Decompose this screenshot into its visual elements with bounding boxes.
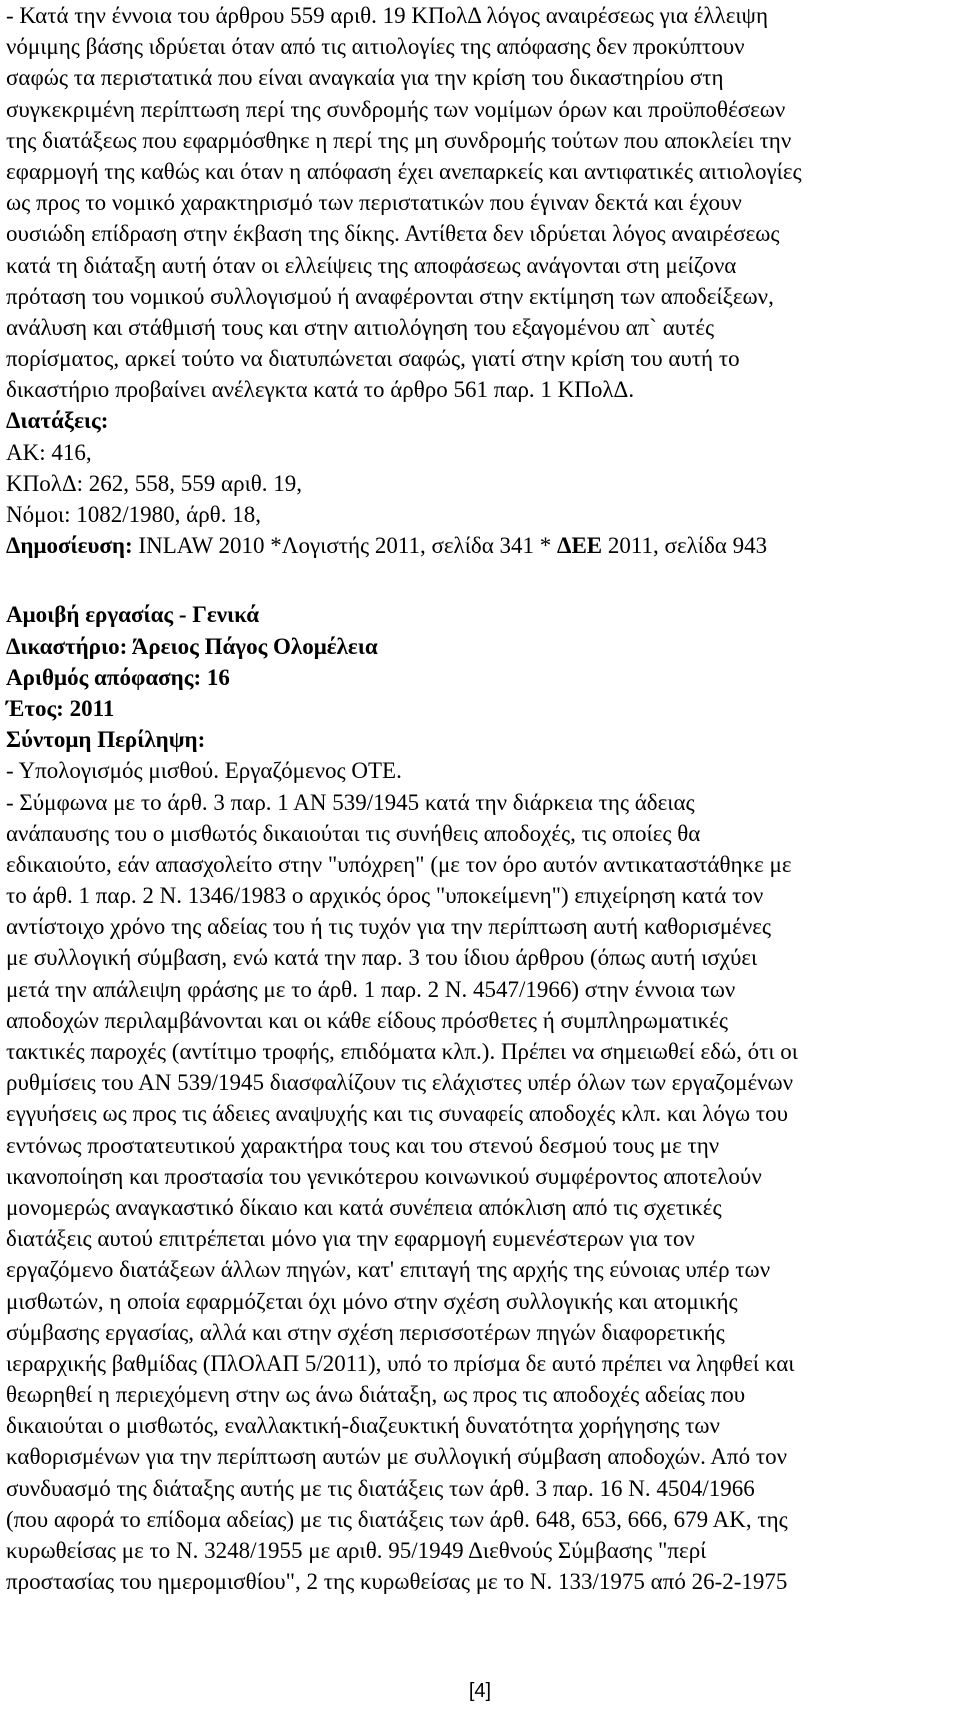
provision-item: Νόμοι: 1082/1980, άρθ. 18, xyxy=(6,502,261,527)
text-line: πορίσματος, αρκεί τούτο να διατυπώνεται σαφώς, γιατί στην κρίση του αυτή το xyxy=(6,346,740,372)
text-line: συνδυασμό της διάταξης αυτής με τις διατάξεις των άρθ. 3 παρ. 16 Ν. 4504/1966 xyxy=(6,1475,755,1501)
text-line: σύμβασης εργασίας, αλλά και στην σχέση περισσοτέρων πηγών διαφορετικής xyxy=(6,1319,725,1345)
text-line: τακτικές παροχές (αντίτιμο τροφής, επιδόματα κλπ.). Πρέπει να σημειωθεί εδώ, ότι οι xyxy=(6,1039,798,1064)
text-line: δικαιούται ο μισθωτός, εναλλακτική-διαζευκτική δυνατότητα χορήγησης των xyxy=(6,1413,720,1439)
publication-text: INLAW 2010 *Λογιστής 2011, σελίδα 341 * xyxy=(132,533,558,559)
publication-source: ΔΕΕ xyxy=(557,533,603,559)
page-number: [4] xyxy=(468,1680,492,1702)
section-gap xyxy=(6,561,952,599)
text-line: κυρωθείσας με το Ν. 3248/1955 με αριθ. 95/1949 Διεθνούς Σύμβασης "περί xyxy=(6,1538,707,1563)
decision-number-field: Αριθμός απόφασης: 16 xyxy=(6,664,230,690)
text-line: μετά την απάλειψη φράσης με το άρθ. 1 παρ. 2 Ν. 4547/1966) στην έννοια των xyxy=(6,976,736,1002)
text-line: εδικαιούτο, εάν απασχολείτο στην "υπόχρεη" (με τον όρο αυτόν αντικαταστάθηκε με xyxy=(6,851,792,877)
text-line: ουσιώδη επίδραση στην έκβαση της δίκης. Αντίθετα δεν ιδρύεται λόγος αναιρέσεως xyxy=(6,221,780,247)
text-line: το άρθ. 1 παρ. 2 Ν. 1346/1983 ο αρχικός όρος "υποκείμενη") επιχείρηση κατά τον xyxy=(6,883,764,909)
decision-heading: Αμοιβή εργασίας - Γενικά xyxy=(6,602,260,628)
text-line: εντόνως προστατευτικού χαρακτήρα τους και του στενού δεσμού τους με την xyxy=(6,1132,720,1158)
publication-line xyxy=(6,530,952,561)
text-line: καθορισμένων για την περίπτωση αυτών με συλλογική σύμβαση αποδοχών. Από τον xyxy=(6,1444,788,1470)
provisions-label: Διατάξεις: xyxy=(6,408,109,434)
text-line: εγγυήσεις ως προς τις άδειες αναψυχής και τις συναφείς αποδοχές κλπ. και λόγω του xyxy=(6,1101,789,1127)
document-page xyxy=(6,0,952,1597)
text-line: ρυθμίσεις του ΑΝ 539/1945 διασφαλίζουν τις ελάχιστες υπέρ όλων των εργαζομένων xyxy=(6,1070,794,1096)
decision-2-summary xyxy=(6,755,952,1597)
text-line: ως προς το νομικό χαρακτηρισμό των περιστατικών που έγιναν δεκτά και έχουν xyxy=(6,190,742,216)
text-line: - Υπολογισμός μισθού. Εργαζόμενος ΟΤΕ. xyxy=(6,758,402,784)
text-line: μισθωτών, η οποία εφαρμόζεται όχι μόνο στην σχέση συλλογικής και ατομικής xyxy=(6,1288,738,1314)
text-line: δικαστήριο προβαίνει ανέλεγκτα κατά το άρθρο 561 παρ. 1 ΚΠολΔ. xyxy=(6,377,635,403)
text-line: αποδοχών περιλαμβάνονται και οι κάθε είδους πρόσθετες ή συμπληρωματικές xyxy=(6,1007,729,1033)
text-line: (που αφορά το επίδομα αδείας) με τις διατάξεις των άρθ. 648, 653, 666, 679 ΑΚ, της xyxy=(6,1506,788,1532)
text-line: διατάξεις αυτού επιτρέπεται μόνο για την εφαρμογή ευμενέστερων για τον xyxy=(6,1226,695,1252)
decision-1-summary xyxy=(6,0,952,405)
text-line: σαφώς τα περιστατικά που είναι αναγκαία για την κρίση του δικαστηρίου στη xyxy=(6,65,724,91)
text-line: ανάλυση και στάθμισή τους και στην αιτιολόγηση του εξαγομένου απ` αυτές xyxy=(6,314,715,340)
year-field: Έτος: 2011 xyxy=(6,695,115,721)
publication-text-2: 2011, σελίδα 943 xyxy=(602,533,768,559)
text-line: - Σύμφωνα με το άρθ. 3 παρ. 1 ΑΝ 539/1945 κατά την διάρκεια της άδειας xyxy=(6,789,695,815)
text-line: κατά τη διάταξη αυτή όταν οι ελλείψεις της αποφάσεως ανάγονται στη μείζονα xyxy=(6,252,737,278)
text-line: μονομερώς αναγκαστικό δίκαιο και κατά συνέπεια απόκλιση από τις σχετικές xyxy=(6,1194,722,1220)
text-line: με συλλογική σύμβαση, ενώ κατά την παρ. 3 του ίδιου άρθρου (όπως αυτή ισχύει xyxy=(6,945,758,971)
provisions-list xyxy=(6,437,952,531)
provision-item: ΑΚ: 416, xyxy=(6,439,92,465)
summary-label: Σύντομη Περίληψη: xyxy=(6,727,206,753)
text-line: εφαρμογή της καθώς και όταν η απόφαση έχει ανεπαρκείς και αντιφατικές αιτιολογίες xyxy=(6,158,802,184)
text-line: νόμιμης βάσης ιδρύεται όταν από τις αιτιολογίες της απόφασης δεν προκύπτουν xyxy=(6,34,745,60)
text-line: αντίστοιχο χρόνο της αδείας του ή τις τυχόν για την περίπτωση αυτή καθορισμένες xyxy=(6,914,772,940)
text-line: πρόταση του νομικού συλλογισμού ή αναφέρονται στην εκτίμηση των αποδείξεων, xyxy=(6,283,774,309)
text-line: ιεραρχικής βαθμίδας (ΠλΟλΑΠ 5/2011), υπό το πρίσμα δε αυτό πρέπει να ληφθεί και xyxy=(6,1350,795,1376)
text-line: ικανοποίηση και προστασία του γενικότερου κοινωνικού συμφέροντος αποτελούν xyxy=(6,1163,762,1189)
text-line: θεωρηθεί η περιεχόμενη στην ως άνω διάταξη, ως προς τις αποδοχές αδείας που xyxy=(6,1382,746,1408)
text-line: προστασίας του ημερομισθίου", 2 της κυρωθείσας με το Ν. 133/1975 από 26-2-1975 xyxy=(6,1569,788,1595)
provision-item: ΚΠολΔ: 262, 558, 559 αριθ. 19, xyxy=(6,470,303,496)
text-line: της διατάξεως που εφαρμόσθηκε η περί της μη συνδρομής τούτων που αποκλείει την xyxy=(6,127,792,153)
text-line: - Κατά την έννοια του άρθρου 559 αριθ. 19 ΚΠολΔ λόγος αναιρέσεως για έλλειψη xyxy=(6,3,768,28)
text-line: εργαζόμενο διατάξεων άλλων πηγών, κατ' επιταγή της αρχής της εύνοιας υπέρ των xyxy=(6,1257,771,1283)
text-line: ανάπαυσης του ο μισθωτός δικαιούται τις συνήθεις αποδοχές, τις οποίες θα xyxy=(6,820,701,846)
court-field: Δικαστήριο: Άρειος Πάγος Ολομέλεια xyxy=(6,633,378,659)
publication-label: Δημοσίευση: xyxy=(6,533,133,559)
text-line: συγκεκριμένη περίπτωση περί της συνδρομής των νομίμων όρων και προϋποθέσεων xyxy=(6,96,786,122)
